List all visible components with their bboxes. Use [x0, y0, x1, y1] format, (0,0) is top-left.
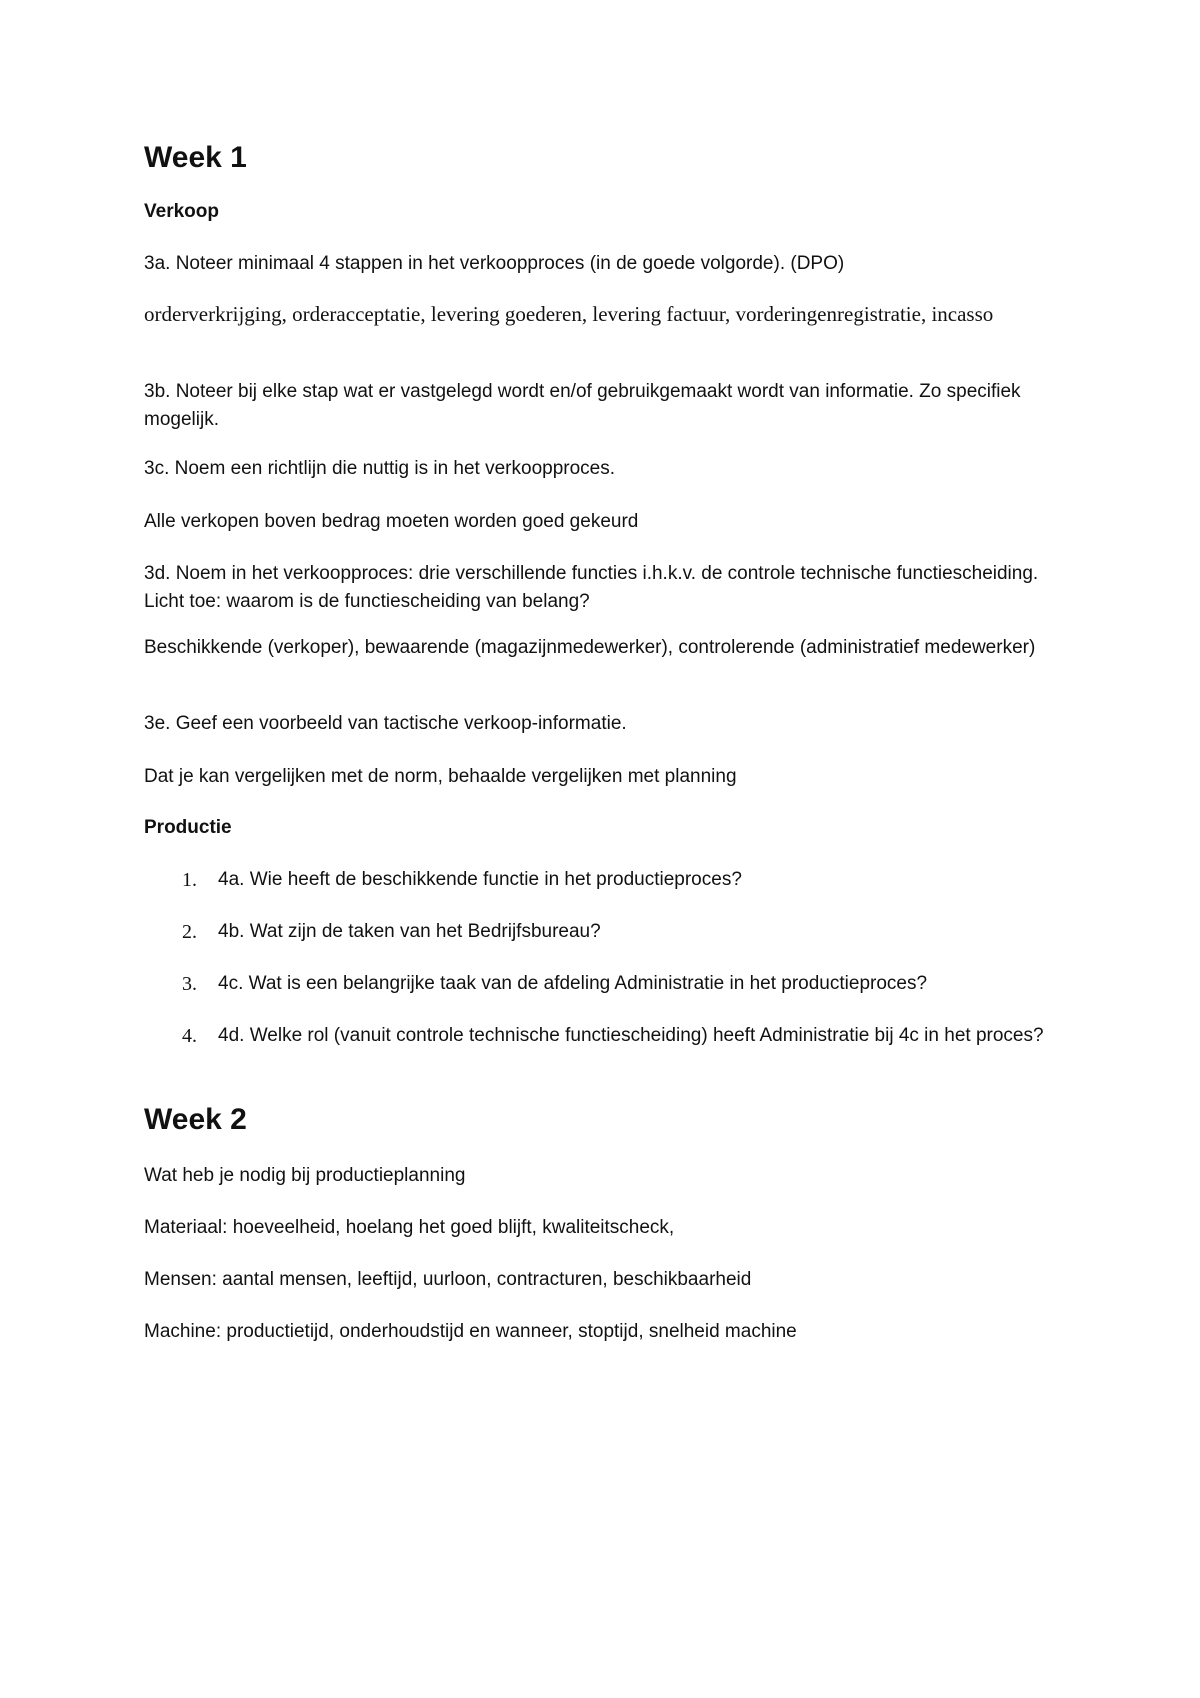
answer-3d: Beschikkende (verkoper), bewaarende (magazijnmedewerker), controlerende (administratief medewerker) [144, 637, 1036, 658]
question-3e: 3e. Geef een voorbeeld van tactische verkoop-informatie. [144, 713, 627, 734]
verkoop-heading: Verkoop [144, 201, 219, 222]
list-text: 4a. Wie heeft de beschikkende functie in het productieproces? [218, 869, 742, 890]
question-3d: 3d. Noem in het verkoopproces: drie verschillende functies i.h.k.v. de controle technische functiescheiding. Licht toe: waarom is de functiescheiding van belang? [144, 563, 1039, 612]
list-number: 1. [182, 869, 197, 891]
list-number: 4. [182, 1025, 197, 1047]
list-number: 3. [182, 973, 197, 995]
list-text: 4d. Welke rol (vanuit controle technische functiescheiding) heeft Administratie bij 4c in het proces? [218, 1025, 1044, 1046]
mensen-line: Mensen: aantal mensen, leeftijd, uurloon, contracturen, beschikbaarheid [144, 1269, 752, 1290]
productie-heading: Productie [144, 817, 232, 838]
week2-intro: Wat heb je nodig bij productieplanning [144, 1165, 466, 1186]
answer-3c: Alle verkopen boven bedrag moeten worden goed gekeurd [144, 511, 639, 532]
question-3a: 3a. Noteer minimaal 4 stappen in het verkoopproces (in de goede volgorde). (DPO) [144, 253, 845, 274]
list-text: 4b. Wat zijn de taken van het Bedrijfsbureau? [218, 921, 601, 942]
question-3c: 3c. Noem een richtlijn die nuttig is in het verkoopproces. [144, 458, 616, 479]
list-number: 2. [182, 921, 197, 943]
materiaal-line: Materiaal: hoeveelheid, hoelang het goed blijft, kwaliteitscheck, [144, 1217, 675, 1238]
machine-line: Machine: productietijd, onderhoudstijd en wanneer, stoptijd, snelheid machine [144, 1321, 797, 1342]
week1-heading: Week 1 [144, 141, 247, 174]
week2-heading: Week 2 [144, 1103, 247, 1136]
list-text: 4c. Wat is een belangrijke taak van de afdeling Administratie in het productieproces? [218, 973, 928, 994]
question-3b: 3b. Noteer bij elke stap wat er vastgelegd wordt en/of gebruikgemaakt wordt van informatie. Zo specifiek mogelijk. [144, 381, 1021, 430]
answer-3e: Dat je kan vergelijken met de norm, behaalde vergelijken met planning [144, 766, 737, 787]
answer-3a: orderverkrijging, orderacceptatie, levering goederen, levering factuur, vorderingenregistratie, incasso [144, 302, 994, 326]
